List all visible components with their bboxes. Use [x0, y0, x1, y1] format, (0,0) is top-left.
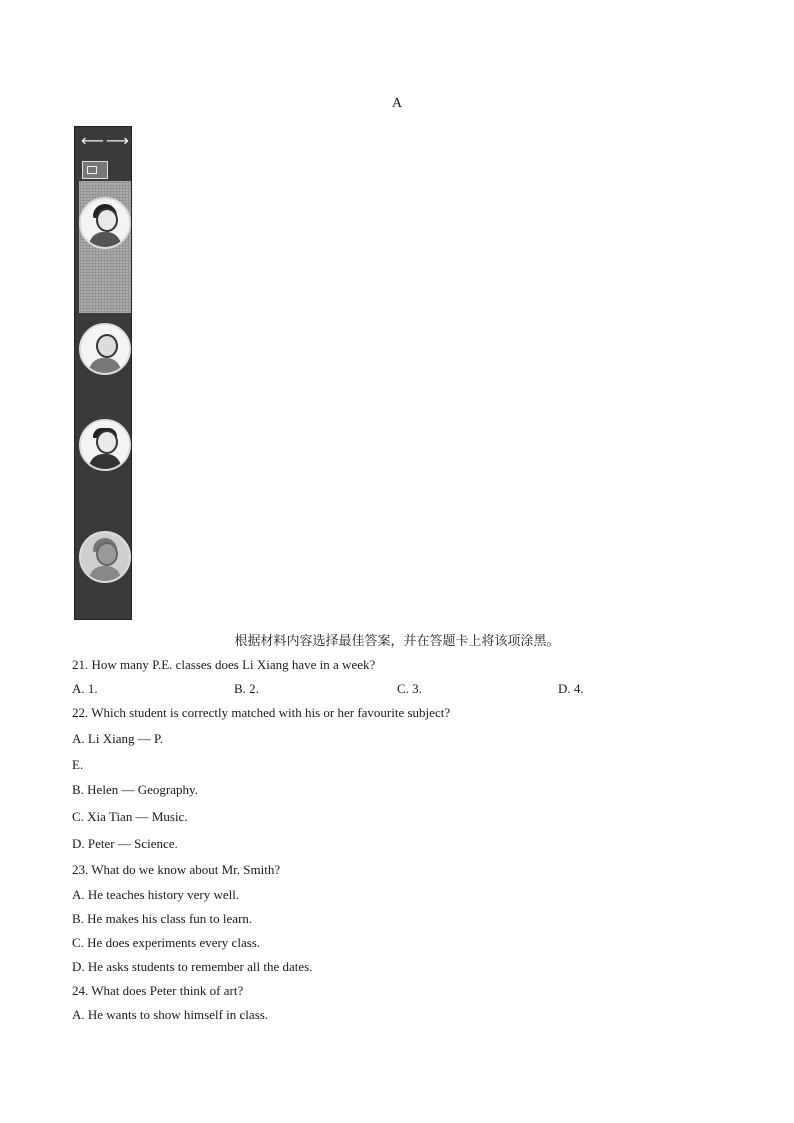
photo-badge-icon — [82, 161, 108, 179]
question-23-option-a[interactable]: A. He teaches history very well. — [72, 887, 240, 902]
instruction-text: 根据材料内容选择最佳答案，并在答题卡上将该项涂黑。 — [234, 634, 560, 649]
question-24-option-a[interactable]: A. He wants to show himself in class. — [72, 1007, 269, 1022]
nav-arrows-icon: ⟵⟶ — [81, 131, 131, 150]
passage-image-strip — [74, 126, 132, 620]
boy-avatar — [79, 419, 131, 471]
question-22-option-a[interactable]: A. Li Xiang — P. — [72, 731, 163, 746]
question-23-stem: 23. What do we know about Mr. Smith? — [72, 862, 281, 877]
question-22-stem: 22. Which student is correctly matched with his or her favourite subject? — [72, 705, 451, 720]
question-22-option-b[interactable]: B. Helen — Geography. — [72, 782, 198, 797]
girl-avatar — [79, 197, 131, 249]
question-22-option-d[interactable]: D. Peter — Science. — [72, 836, 178, 851]
question-21-option-b[interactable]: B. 2. — [234, 681, 259, 696]
old-man-avatar — [79, 323, 131, 375]
question-21-stem: 21. How many P.E. classes does Li Xiang have in a week? — [72, 657, 376, 672]
question-23-option-c[interactable]: C. He does experiments every class. — [72, 935, 261, 950]
question-22-option-a-continued: E. — [72, 757, 84, 772]
section-letter: A — [391, 96, 403, 111]
question-21-option-d[interactable]: D. 4. — [558, 681, 584, 696]
question-23-option-d[interactable]: D. He asks students to remember all the dates. — [72, 959, 313, 974]
question-23-option-b[interactable]: B. He makes his class fun to learn. — [72, 911, 253, 926]
question-21-option-a[interactable]: A. 1. — [72, 681, 98, 696]
question-24-stem: 24. What does Peter think of art? — [72, 983, 244, 998]
question-22-option-c[interactable]: C. Xia Tian — Music. — [72, 809, 188, 824]
faded-avatar — [79, 531, 131, 583]
question-21-option-c[interactable]: C. 3. — [397, 681, 422, 696]
